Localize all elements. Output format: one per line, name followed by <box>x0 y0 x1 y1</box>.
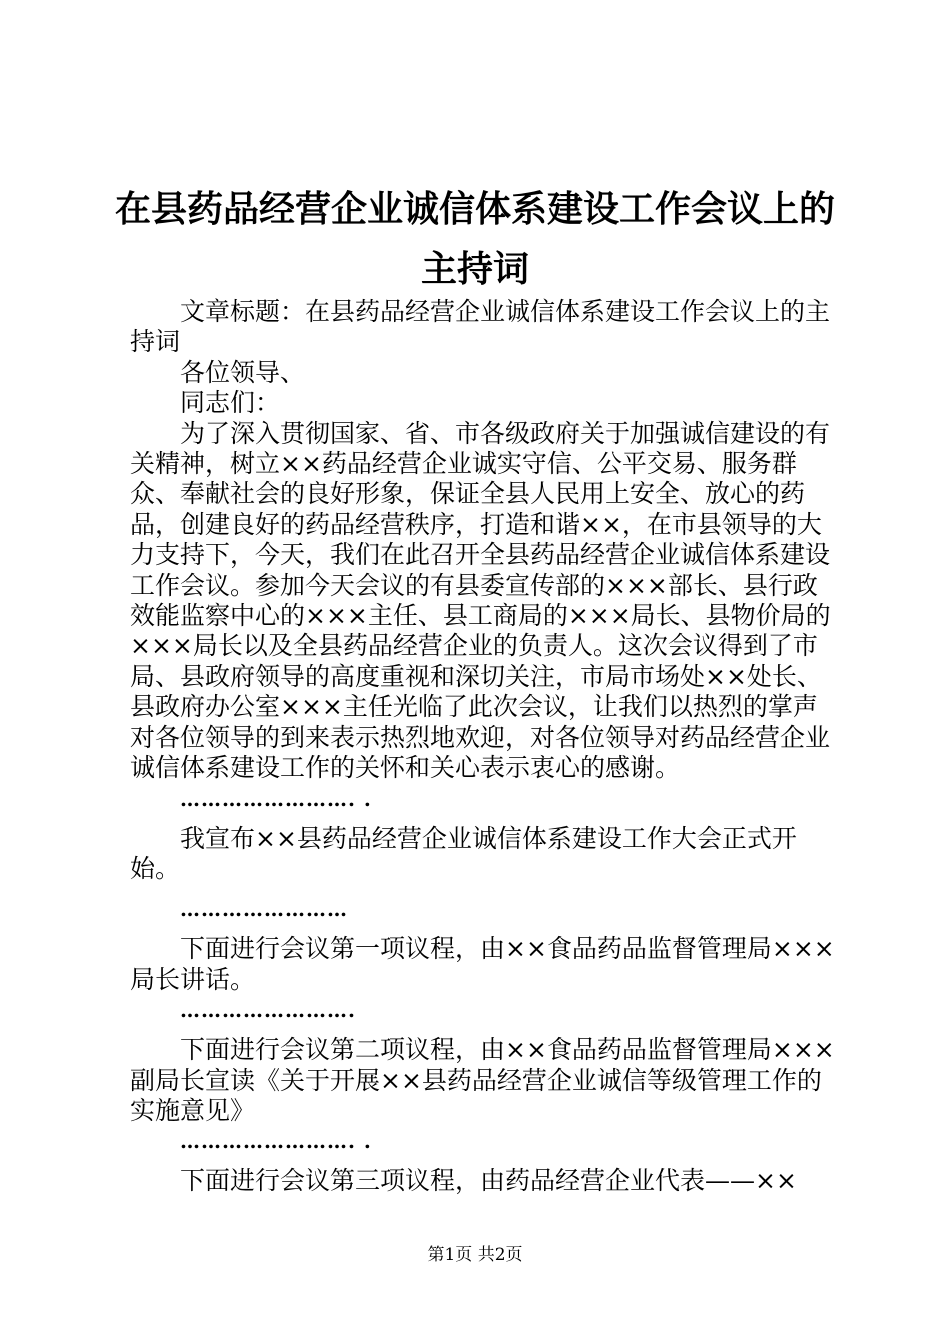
ellipsis-separator: ……………………. <box>180 998 356 1023</box>
document-body <box>130 297 835 1197</box>
ellipsis-separator: ……………………. . <box>180 1129 372 1154</box>
document-title-line-2: 主持词 <box>420 249 529 290</box>
agenda-item-3: 下面进行会议第三项议程，由药品经营企业代表——×× <box>180 1166 797 1196</box>
page-footer: 第1页 共2页 <box>427 1245 523 1265</box>
ellipsis-separator: ……………………. . <box>180 786 372 811</box>
salutation-leaders: 各位领导、 <box>180 357 306 387</box>
ellipsis-separator: …………………… <box>180 897 348 922</box>
opening-paragraph: 为了深入贯彻国家、省、市各级政府关于加强诚信建设的有关精神，树立××药品经营企业诚实守信、公平交易、服务群众、奉献社会的良好形象，保证全县人民用上安全、放心的药品，创建良好的药品经营秩序，打造和谐××，在市县领导的大力支持下，今天，我们在此召开全县药品经营企业诚信体系建设工作会议。参加今天会议的有县委宣传部的×××部长、县行政效能监察中心的×××主任、县工商局的×××局长、县物价局的×××局长以及全县药品经营企业的负责人。这次会议得到了市局、县政府领导的高度重视和深切关注，市局市场处××处长、县政府办公室×××主任光临了此次会议，让我们以热烈的掌声对各位领导的到来表示热烈地欢迎，对各位领导对药品经营企业诚信体系建设工作的关怀和关心表示衷心的感谢。 <box>130 418 831 783</box>
agenda-item-2: 下面进行会议第二项议程，由××食品药品监督管理局×××副局长宣读《关于开展××县药品经营企业诚信等级管理工作的实施意见》 <box>130 1035 835 1125</box>
document-title-line-1: 在县药品经营企业诚信体系建设工作会议上的 <box>114 189 835 230</box>
article-title-paragraph: 文章标题：在县药品经营企业诚信体系建设工作会议上的主持词 <box>130 297 831 357</box>
agenda-item-1: 下面进行会议第一项议程，由××食品药品监督管理局×××局长讲话。 <box>130 934 835 994</box>
announcement-paragraph: 我宣布××县药品经营企业诚信体系建设工作大会正式开始。 <box>130 823 797 883</box>
salutation-comrades: 同志们： <box>180 388 281 418</box>
